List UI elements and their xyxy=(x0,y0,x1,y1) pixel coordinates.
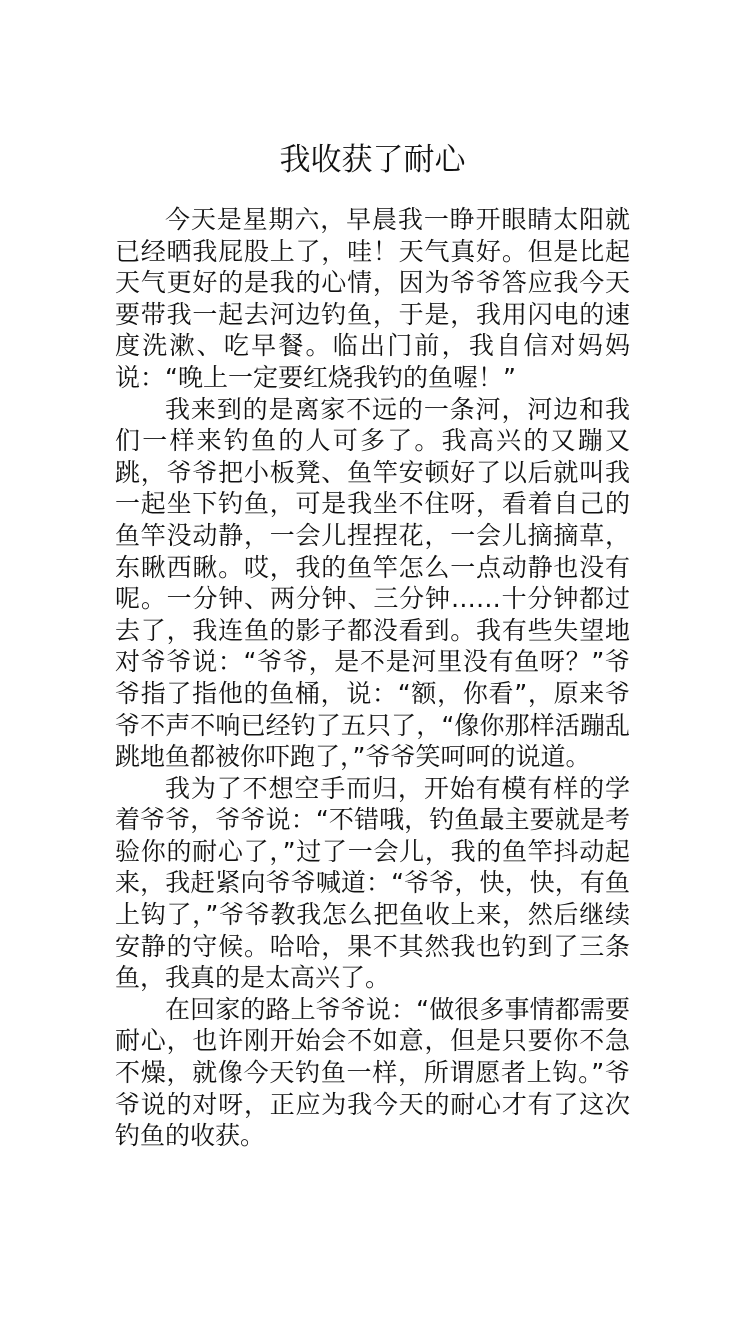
article-title: 我收获了耐心 xyxy=(279,142,466,178)
article-paragraph-3: 我为了不想空手而归，开始有模有样的学着爷爷，爷爷说：“不错哦，钓鱼最主要就是考验你的耐心了，”过了一会儿，我的鱼竿抖动起来，我赶紧向爷爷喊道：“爷爷，快，快，有鱼上钩了，”爷爷教我怎么把鱼收上来，然后继续安静的守候。哈哈，果不其然我也钓到了三条鱼，我真的是太高兴了。 xyxy=(115,773,630,993)
article-paragraph-4: 在回家的路上爷爷说：“做很多事情都需要耐心，也许刚开始会不如意，但是只要你不急不燥，就像今天钓鱼一样，所谓愿者上钩。”爷爷说的对呀，正应为我今天的耐心才有了这次钓鱼的收获。 xyxy=(115,994,630,1151)
article xyxy=(115,138,630,1152)
article-paragraph-2: 我来到的是离家不远的一条河，河边和我们一样来钓鱼的人可多了。我高兴的又蹦又跳，爷爷把小板凳、鱼竿安顿好了以后就叫我一起坐下钓鱼，可是我坐不住呀，看着自己的鱼竿没动静，一会儿捏捏花，一会儿摘摘草，东瞅西瞅。哎，我的鱼竿怎么一点动静也没有呢。一分钟、两分钟、三分钟……十分钟都过去了，我连鱼的影子都没看到。我有些失望地对爷爷说：“爷爷，是不是河里没有鱼呀？”爷爷指了指他的鱼桶，说：“额，你看”，原来爷爷不声不响已经钓了五只了，“像你那样活蹦乱跳地鱼都被你吓跑了，”爷爷笑呵呵的说道。 xyxy=(115,394,630,772)
article-paragraph-1: 今天是星期六，早晨我一睁开眼睛太阳就已经晒我屁股上了，哇！天气真好。但是比起天气更好的是我的心情，因为爷爷答应我今天要带我一起去河边钓鱼，于是，我用闪电的速度洗漱、吃早餐。临出门前，我自信对妈妈说：“晚上一定要红烧我钓的鱼喔！” xyxy=(115,205,630,392)
